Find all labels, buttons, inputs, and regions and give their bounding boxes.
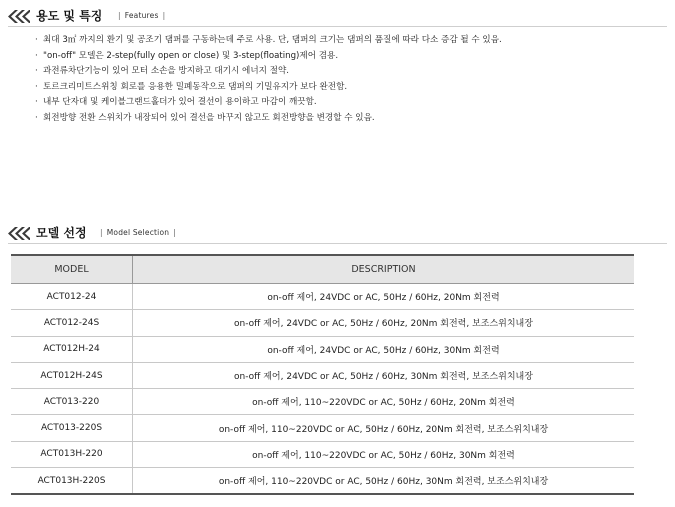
list-item: · "on-off" 모델은 2-step(fully open or close) 및 3-step(floating)제어 겸용. [35, 50, 339, 61]
list-item: · 토르크리미트스위칭 회로를 응용한 밀폐동작으로 댐퍼의 기밀유지가 보다 완전함. [35, 81, 348, 92]
model-cell: ACT013-220S [11, 415, 133, 441]
table-header-row [11, 255, 634, 284]
model-cell: ACT013H-220 [11, 441, 133, 467]
list-item: · 최대 3㎡ 까지의 환기 및 공조기 댐퍼를 구동하는데 주로 사용. 단, 댐퍼의 크기는 댐퍼의 품질에 따라 다소 증감 될 수 있음. [35, 35, 502, 45]
features-section-header [8, 8, 667, 26]
section-title: 용도 및 특징 [36, 9, 103, 23]
model-cell: ACT013-220 [11, 389, 133, 415]
description-cell: on-off 제어, 24VDC or AC, 50Hz / 60Hz, 20Nm 회전력 [133, 284, 635, 310]
description-cell: on-off 제어, 24VDC or AC, 50Hz / 60Hz, 30Nm 회전력, 보조스위치내장 [133, 362, 635, 388]
table-row [11, 441, 634, 467]
model-cell: ACT012H-24 [11, 336, 133, 362]
table-row [11, 468, 634, 495]
table-row [11, 362, 634, 388]
section-subtitle-text: Model Selection [106, 228, 170, 237]
model-cell: ACT012-24 [11, 284, 133, 310]
section-subtitle: | Features | [118, 11, 166, 20]
section-divider [8, 26, 667, 27]
list-item: · 내부 단자대 및 케이블그랜드홀더가 있어 결선이 용이하고 마감이 깨끗함. [35, 97, 317, 108]
feature-list [35, 33, 502, 127]
description-cell: on-off 제어, 24VDC or AC, 50Hz / 60Hz, 30Nm 회전력 [133, 336, 635, 362]
model-selection-section-header [8, 225, 667, 243]
model-table [11, 254, 634, 495]
description-cell: on-off 제어, 110~220VDC or AC, 50Hz / 60Hz, 20Nm 회전력, 보조스위치내장 [133, 415, 635, 441]
list-item: · 과전류차단기능이 있어 모터 소손을 방지하고 대기시 에너지 절약. [35, 66, 289, 77]
double-chevron-left-icon [8, 10, 30, 23]
description-cell: on-off 제어, 110~220VDC or AC, 50Hz / 60Hz, 30Nm 회전력, 보조스위치내장 [218, 477, 549, 488]
model-cell: ACT012H-24S [11, 362, 133, 388]
description-cell: on-off 제어, 110~220VDC or AC, 50Hz / 60Hz, 20Nm 회전력 [133, 389, 635, 415]
list-item: · 회전방향 전환 스위치가 내장되어 있어 결선을 바꾸지 않고도 회전방향을 변경할 수 있음. [35, 112, 375, 123]
description-cell: on-off 제어, 110~220VDC or AC, 50Hz / 60Hz, 30Nm 회전력 [133, 441, 635, 467]
column-header-description: DESCRIPTION [133, 255, 635, 284]
double-chevron-left-icon [8, 227, 30, 240]
section-subtitle: | Model Selection | [100, 228, 176, 237]
model-cell: ACT012-24S [11, 310, 133, 336]
table-row [11, 284, 634, 310]
table-row [11, 389, 634, 415]
table-row [11, 310, 634, 336]
section-subtitle-text: Features [124, 11, 159, 20]
section-title: 모델 선정 [36, 226, 87, 240]
description-cell: on-off 제어, 24VDC or AC, 50Hz / 60Hz, 20Nm 회전력, 보조스위치내장 [133, 310, 635, 336]
column-header-model: MODEL [11, 255, 133, 284]
table-row [11, 336, 634, 362]
model-cell: ACT013H-220S [11, 468, 133, 495]
section-divider [8, 243, 667, 244]
table-row [11, 415, 634, 441]
